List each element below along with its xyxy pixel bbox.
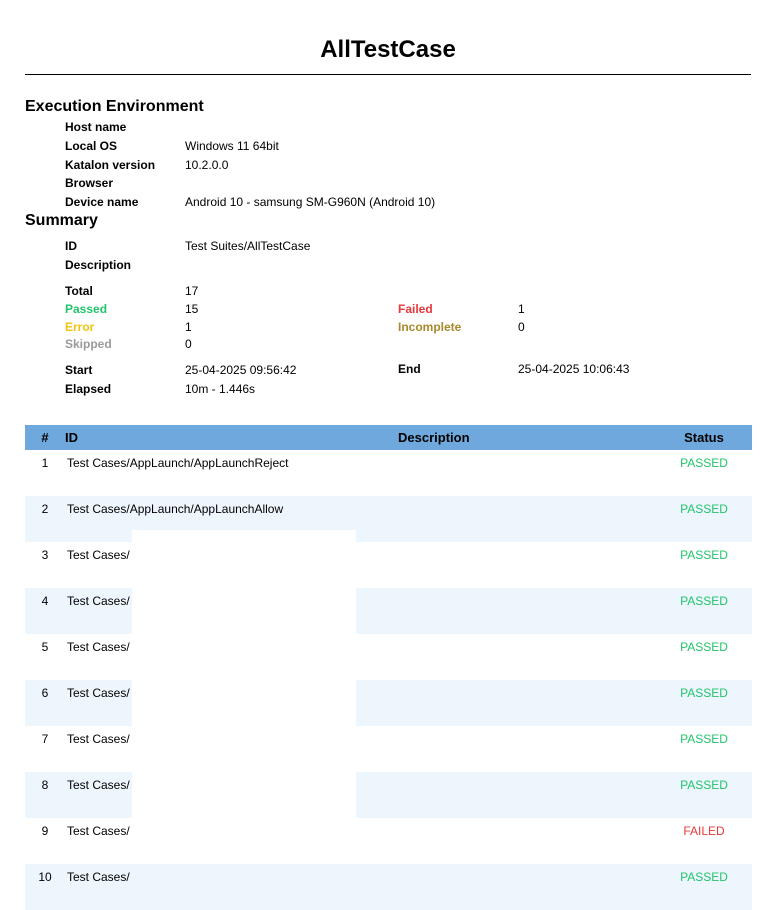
skipped-label: Skipped xyxy=(65,337,112,351)
device-name-value: Android 10 - samsung SM-G960N (Android 10) xyxy=(185,195,436,209)
incomplete-value: 0 xyxy=(518,320,525,334)
katalon-version-label: Katalon version xyxy=(65,158,156,172)
row-description xyxy=(398,680,656,726)
row-status: FAILED xyxy=(683,824,725,838)
column-header-id: ID xyxy=(65,430,78,445)
results-header-row xyxy=(25,425,752,450)
local-os-value: Windows 11 64bit xyxy=(185,139,279,153)
row-test-case-id: Test Cases/ xyxy=(67,640,130,654)
row-description xyxy=(398,818,656,864)
report-title: AllTestCase xyxy=(320,36,456,63)
error-value: 1 xyxy=(185,320,192,334)
row-test-case-id: Test Cases/ xyxy=(67,870,130,884)
summary-id-value: Test Suites/AllTestCase xyxy=(185,239,311,253)
row-status: PASSED xyxy=(680,686,728,700)
host-name-label: Host name xyxy=(65,120,127,134)
row-status: PASSED xyxy=(680,732,728,746)
row-test-case-id: Test Cases/ xyxy=(67,548,130,562)
total-value: 17 xyxy=(185,284,199,298)
local-os-label: Local OS xyxy=(65,139,118,153)
column-header-status: Status xyxy=(684,430,724,445)
row-test-case-id: Test Cases/AppLaunch/AppLaunchReject xyxy=(67,456,289,470)
summary-heading: Summary xyxy=(25,212,98,229)
column-header-description: Description xyxy=(398,430,470,445)
redaction-block xyxy=(132,530,356,828)
row-description xyxy=(398,588,656,634)
incomplete-label: Incomplete xyxy=(398,320,462,334)
row-status: PASSED xyxy=(680,778,728,792)
row-description xyxy=(398,772,656,818)
row-number: 3 xyxy=(41,548,49,562)
row-number: 10 xyxy=(38,870,52,884)
elapsed-label: Elapsed xyxy=(65,382,112,396)
row-number: 1 xyxy=(41,456,49,470)
end-value: 25-04-2025 10:06:43 xyxy=(518,362,630,376)
katalon-version-value: 10.2.0.0 xyxy=(185,158,229,172)
start-label: Start xyxy=(65,363,93,377)
total-label: Total xyxy=(65,284,93,298)
elapsed-value: 10m - 1.446s xyxy=(185,382,256,396)
row-description xyxy=(398,634,656,680)
device-name-label: Device name xyxy=(65,195,139,209)
row-number: 5 xyxy=(41,640,49,654)
row-status: PASSED xyxy=(680,502,728,516)
row-test-case-id: Test Cases/ xyxy=(67,686,130,700)
row-description xyxy=(398,542,656,588)
row-test-case-id: Test Cases/ xyxy=(67,594,130,608)
row-number: 9 xyxy=(41,824,49,838)
table-row xyxy=(25,864,752,910)
row-description xyxy=(398,864,656,910)
row-status: PASSED xyxy=(680,456,728,470)
failed-value: 1 xyxy=(518,302,525,316)
row-number: 8 xyxy=(41,778,49,792)
row-description xyxy=(398,726,656,772)
title-divider xyxy=(25,74,751,75)
row-description xyxy=(398,450,656,496)
row-number: 7 xyxy=(41,732,49,746)
row-status: PASSED xyxy=(680,548,728,562)
row-status: PASSED xyxy=(680,640,728,654)
browser-label: Browser xyxy=(65,176,114,190)
row-test-case-id: Test Cases/ xyxy=(67,778,130,792)
row-description xyxy=(398,496,656,542)
error-label: Error xyxy=(65,320,95,334)
row-number: 4 xyxy=(41,594,49,608)
row-test-case-id: Test Cases/ xyxy=(67,732,130,746)
summary-description-label: Description xyxy=(65,258,132,272)
row-test-case-id: Test Cases/AppLaunch/AppLaunchAllow xyxy=(67,502,284,516)
row-number: 6 xyxy=(41,686,49,700)
column-header-number: # xyxy=(41,430,49,445)
start-value: 25-04-2025 09:56:42 xyxy=(185,363,297,377)
row-test-case-id: Test Cases/ xyxy=(67,824,130,838)
summary-id-label: ID xyxy=(65,239,77,253)
row-number: 2 xyxy=(41,502,49,516)
passed-label: Passed xyxy=(65,302,108,316)
failed-label: Failed xyxy=(398,302,433,316)
table-row xyxy=(25,450,752,496)
skipped-value: 0 xyxy=(185,337,192,351)
environment-heading: Execution Environment xyxy=(25,98,204,115)
row-status: PASSED xyxy=(680,870,728,884)
passed-value: 15 xyxy=(185,302,199,316)
end-label: End xyxy=(398,362,421,376)
row-status: PASSED xyxy=(680,594,728,608)
